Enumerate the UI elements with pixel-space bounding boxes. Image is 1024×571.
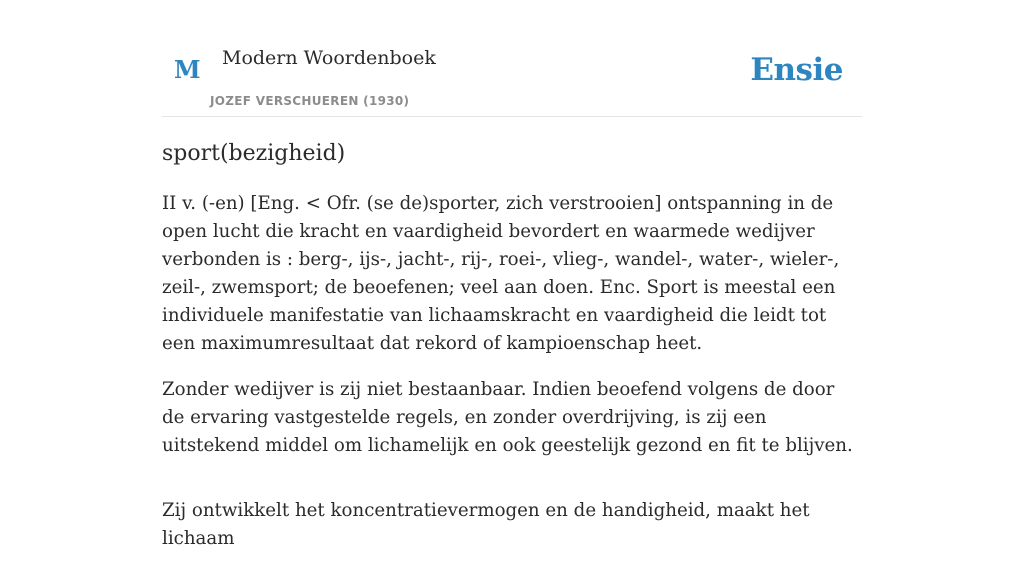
entry-paragraph: Zonder wedijver is zij niet bestaanbaar. Indien beoefend volgens de door de ervaring vastgestelde regels, en zonder overdrijving, is zij een uitstekend middel om lichamelijk en ook geestelijk gezond en fit te blijven. — [162, 379, 853, 456]
dictionary-author: JOZEF VERSCHUEREN (1930) — [210, 94, 410, 108]
ensie-logo[interactable]: Ensie — [750, 52, 843, 88]
dictionary-logo[interactable]: M — [174, 55, 201, 84]
dictionary-header — [162, 0, 862, 117]
entry-content — [162, 138, 862, 571]
entry-title: sport(bezigheid) — [162, 141, 346, 166]
entry-paragraph: II v. (-en) [Eng. < Ofr. (se de)sporter, zich verstrooien] ontspanning in de open lucht die kracht en vaardigheid bevordert en waarmede wedijver verbonden is : berg-, ijs-, jacht-, rij-, roei-, vlieg-, wandel-, water-, wieler-, zeil-, zwemsport; de beoefenen; veel aan doen. Enc. Sport is meestal een individuele manifestatie van lichaamskracht en vaardigheid die leidt tot een maximumresultaat dat rekord of kampioenschap heet. — [162, 193, 840, 354]
entry-paragraph: Zij ontwikkelt het koncentratievermogen en de handigheid, maakt het lichaam — [162, 500, 810, 549]
dictionary-title[interactable]: Modern Woordenboek — [222, 47, 436, 69]
